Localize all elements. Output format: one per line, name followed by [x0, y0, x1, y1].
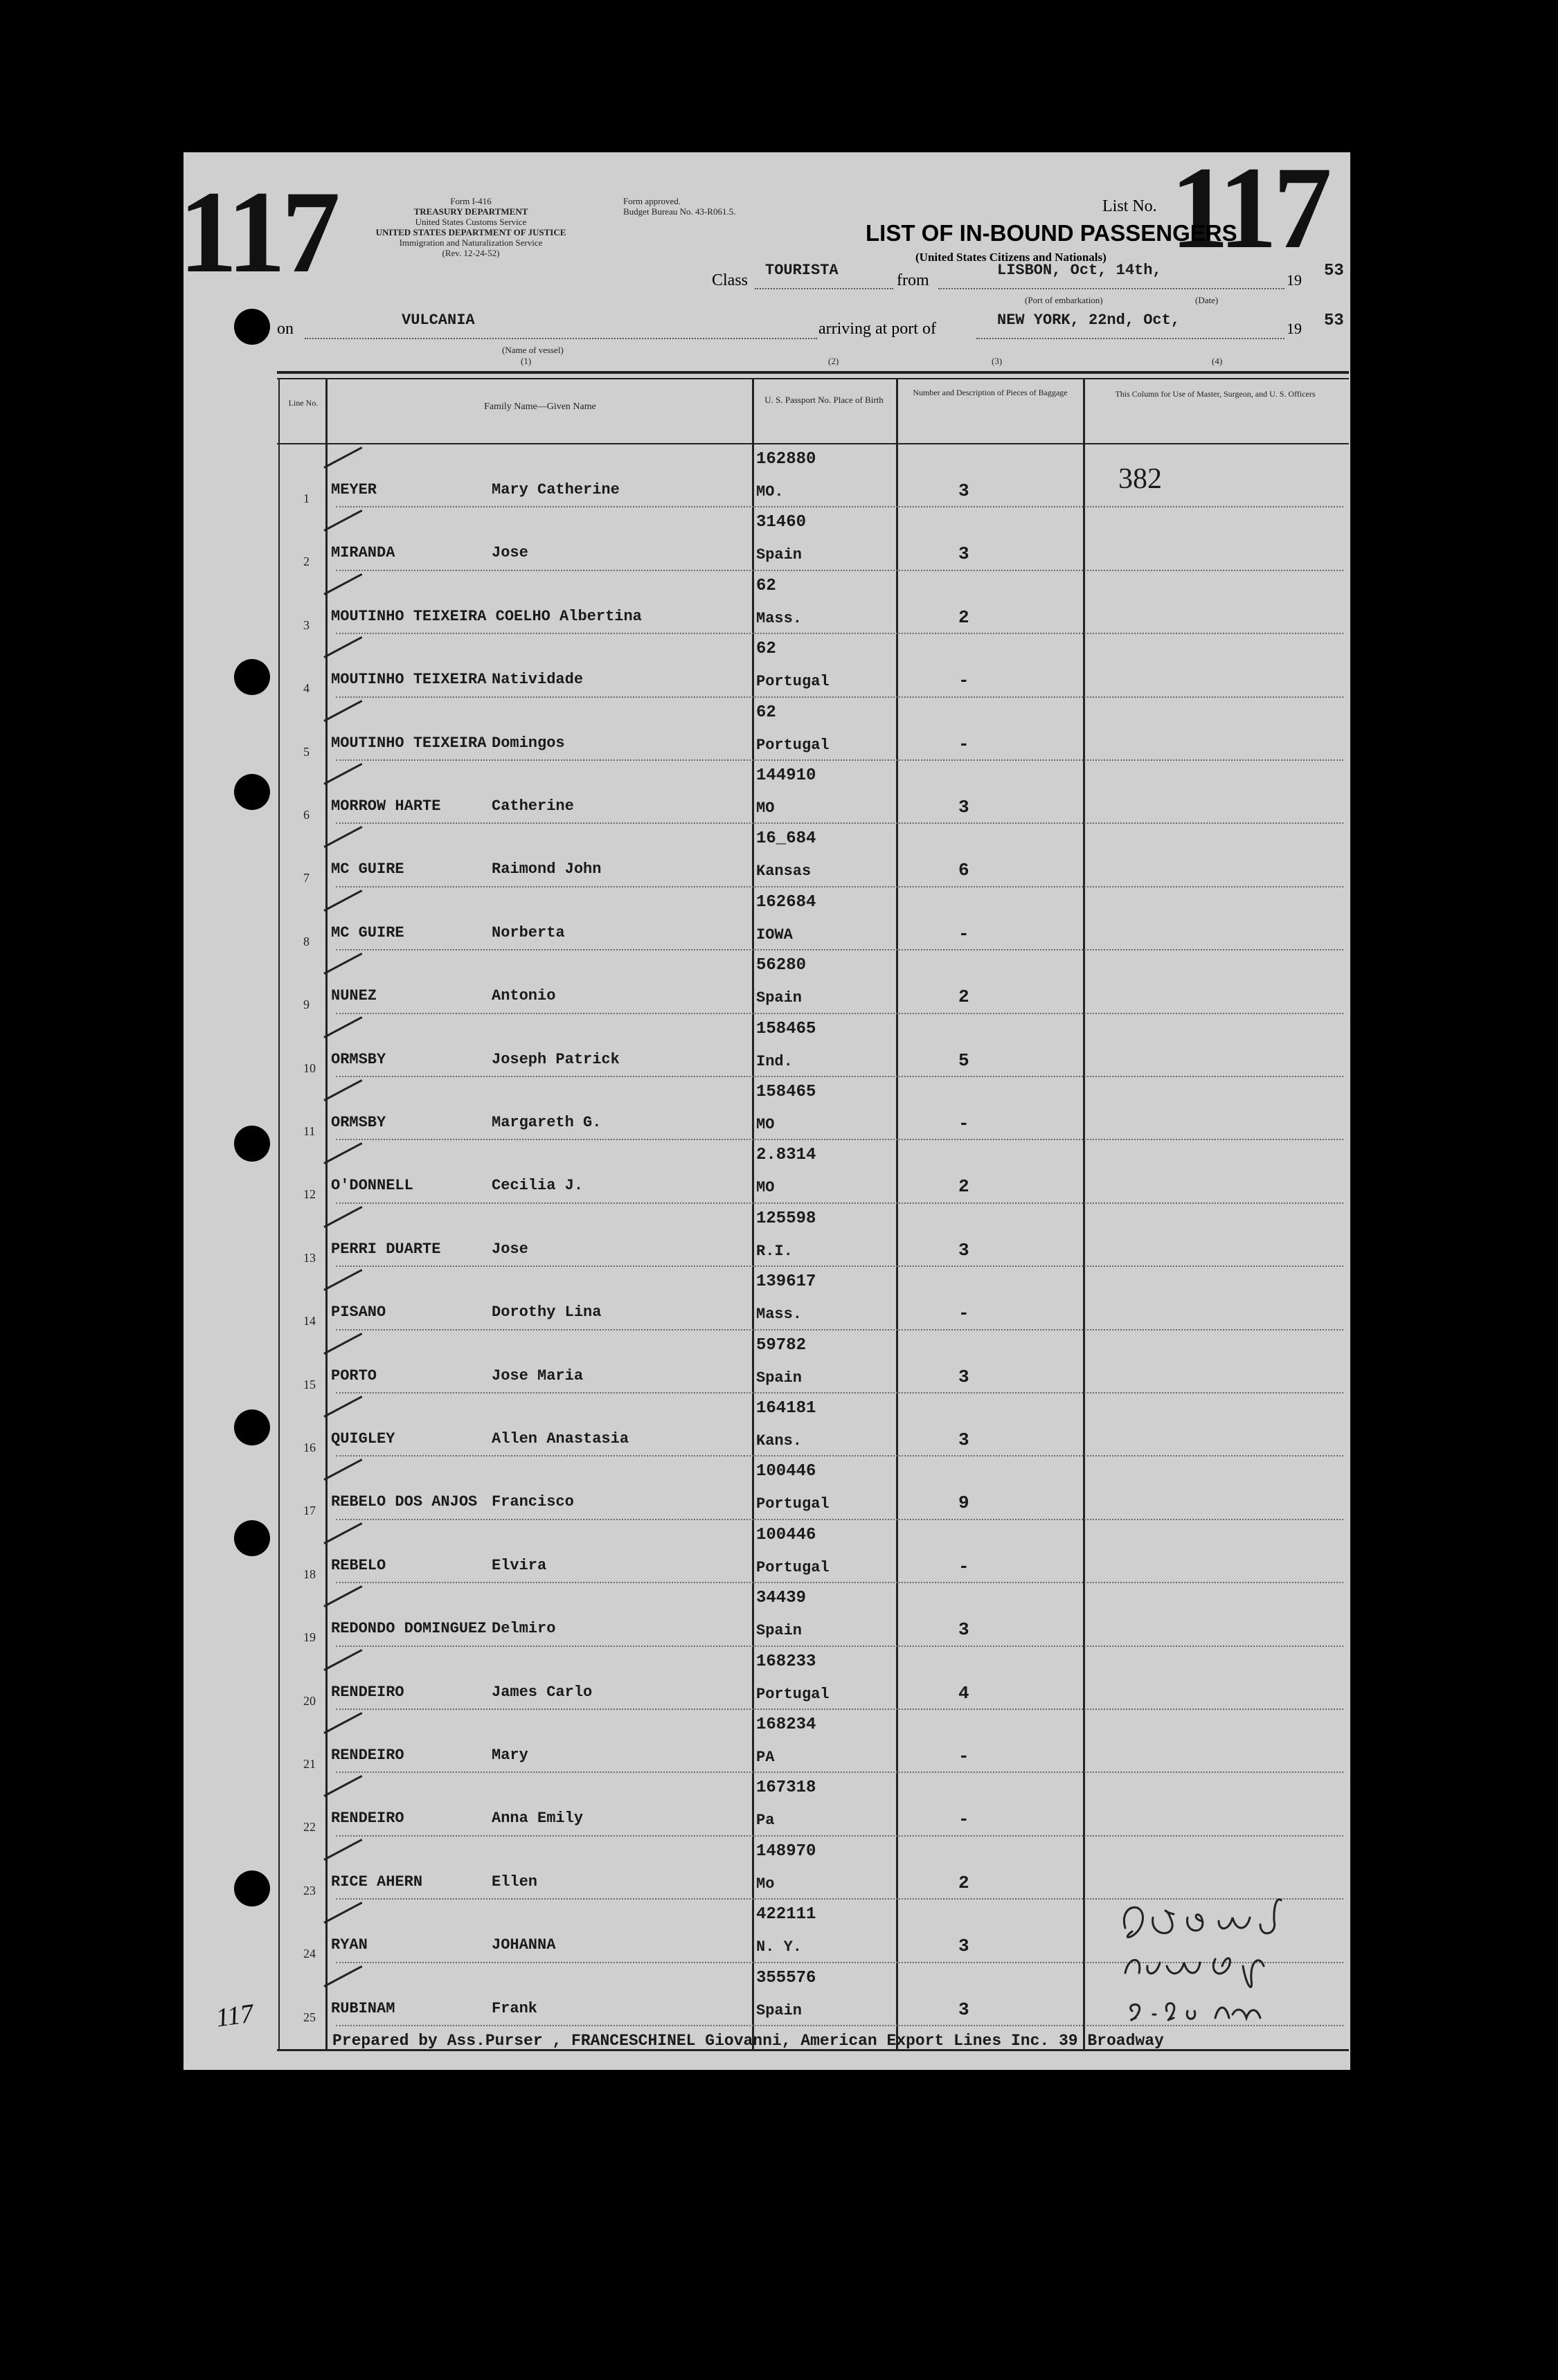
- baggage-count: 3: [958, 543, 969, 565]
- line-number: 15: [303, 1377, 316, 1391]
- column-heading-name: Family Name—Given Name: [484, 402, 596, 412]
- passenger-given-name: James Carlo: [492, 1683, 593, 1701]
- passport-number: 422111: [756, 1905, 816, 1924]
- place-of-birth: R.I.: [756, 1242, 793, 1260]
- passport-number: 62: [756, 703, 776, 722]
- passenger-family-name: PERRI DUARTE: [331, 1240, 441, 1258]
- column-divider: [752, 379, 754, 2049]
- passenger-given-name: Jose: [492, 544, 528, 562]
- place-of-birth: Portugal: [756, 1558, 830, 1576]
- baggage-count: 3: [958, 1430, 969, 1450]
- baggage-count: 2: [958, 986, 969, 1008]
- stamp-number-left: 117: [179, 167, 337, 297]
- passenger-given-name: Domingos: [492, 734, 565, 752]
- passport-number: 16_684: [756, 829, 816, 849]
- line-number: 21: [303, 1757, 316, 1771]
- passenger-given-name: Catherine: [492, 797, 574, 815]
- place-of-birth: Spain: [756, 2001, 803, 2019]
- form-header-block: Form I-416 TREASURY DEPARTMENT United States Customs Service UNITED STATES DEPARTMENT OF JUSTICE Immigration and Naturalization Service (Rev. 12-24-52): [375, 196, 566, 258]
- passenger-given-name: Raimond John: [492, 860, 602, 878]
- year-value: 53: [1324, 262, 1344, 280]
- baggage-count: 9: [958, 1493, 969, 1514]
- place-of-birth: MO: [756, 1116, 775, 1133]
- passport-number: 31460: [756, 513, 807, 532]
- passenger-family-name: QUIGLEY: [331, 1430, 395, 1448]
- line-number: 13: [303, 1250, 316, 1265]
- footer-prepared-by: Prepared by Ass.Purser , FRANCESCHINEL Giovanni, American Export Lines Inc. 39 Broadway: [332, 2032, 1164, 2050]
- passport-number: 59782: [756, 1335, 807, 1355]
- passenger-given-name: Antonio: [492, 987, 556, 1005]
- page-title: LIST OF IN-BOUND PASSENGERS: [866, 220, 1237, 246]
- place-of-birth: Mo: [756, 1875, 775, 1893]
- year-prefix: 19: [1287, 320, 1302, 337]
- baggage-count: -: [958, 1113, 969, 1134]
- passenger-given-name: Elvira: [492, 1556, 547, 1574]
- passenger-family-name: ORMSBY: [331, 1114, 386, 1131]
- line-number: 6: [303, 808, 310, 822]
- baggage-count: 3: [958, 1936, 969, 1957]
- list-no-label: List No.: [1102, 197, 1157, 215]
- place-of-birth: MO: [756, 800, 775, 817]
- passenger-family-name: MC GUIRE: [331, 860, 404, 878]
- line-number: 10: [303, 1061, 316, 1075]
- header-row-rule: [277, 443, 1349, 444]
- baggage-count: 3: [958, 1239, 969, 1261]
- passport-number: 62: [756, 576, 776, 595]
- passport-number: 125598: [756, 1209, 816, 1228]
- arriving-label: arriving at port of: [818, 320, 936, 338]
- binder-hole: [234, 659, 270, 695]
- passenger-family-name: PORTO: [331, 1367, 377, 1385]
- form-approved-block: Form approved. Budget Bureau No. 43-R061.5.: [623, 196, 736, 217]
- passport-number: 167318: [756, 1778, 816, 1798]
- line-number: 14: [303, 1314, 316, 1328]
- place-of-birth: Spain: [756, 1369, 803, 1387]
- passenger-given-name: Joseph Patrick: [492, 1050, 620, 1068]
- passenger-given-name: Mary Catherine: [492, 481, 620, 498]
- passenger-given-name: Allen Anastasia: [492, 1430, 629, 1448]
- column-number: (1): [521, 356, 532, 366]
- officer-note: 382: [1118, 463, 1162, 495]
- passenger-family-name: MOUTINHO TEIXEIRA COELHO Albertina: [331, 607, 642, 625]
- baggage-count: -: [958, 1746, 969, 1767]
- line-number: 20: [303, 1693, 316, 1708]
- binder-hole: [234, 1520, 270, 1556]
- passport-number: 168234: [756, 1715, 816, 1734]
- place-of-birth: Pa: [756, 1812, 775, 1830]
- class-value: TOURISTA: [765, 262, 839, 279]
- passport-number: 139617: [756, 1272, 816, 1292]
- baggage-count: -: [958, 1556, 969, 1577]
- passenger-given-name: JOHANNA: [492, 1936, 556, 1954]
- passport-number: 34439: [756, 1589, 807, 1608]
- line-number: 3: [303, 617, 310, 632]
- year-value: 53: [1324, 312, 1344, 330]
- passenger-family-name: RENDEIRO: [331, 1747, 404, 1764]
- passenger-family-name: NUNEZ: [331, 987, 377, 1005]
- column-heading-officers: This Column for Use of Master, Surgeon, and U. S. Officers: [1115, 389, 1316, 399]
- passenger-family-name: RENDEIRO: [331, 1683, 404, 1701]
- line-number: 2: [303, 555, 310, 569]
- margin-note: 117: [214, 1999, 256, 2033]
- passenger-given-name: Jose: [492, 1240, 528, 1258]
- passport-number: 2.8314: [756, 1146, 816, 1165]
- place-of-birth: N. Y.: [756, 1938, 803, 1956]
- passenger-family-name: MORROW HARTE: [331, 797, 441, 815]
- place-of-birth: Portugal: [756, 1495, 830, 1513]
- passport-number: 164181: [756, 1399, 816, 1418]
- passport-number: 162880: [756, 450, 816, 469]
- passenger-given-name: Natividade: [492, 671, 584, 689]
- line-number: 12: [303, 1187, 316, 1202]
- line-number: 5: [303, 744, 310, 759]
- place-of-birth: Spain: [756, 546, 803, 564]
- passenger-given-name: Mary: [492, 1747, 528, 1764]
- line-number: 11: [303, 1124, 316, 1138]
- binder-hole: [234, 1126, 270, 1162]
- passport-number: 158465: [756, 1083, 816, 1101]
- page-subtitle: (United States Citizens and Nationals): [915, 251, 1107, 264]
- place-of-birth: Kans.: [756, 1432, 803, 1450]
- port-embarkation-caption: (Port of embarkation): [1025, 295, 1103, 305]
- column-heading-line-no: Line No.: [288, 398, 319, 408]
- passenger-family-name: MOUTINHO TEIXEIRA: [331, 671, 487, 689]
- passenger-family-name: ORMSBY: [331, 1050, 386, 1068]
- passenger-given-name: Francisco: [492, 1493, 574, 1511]
- passenger-family-name: REBELO DOS ANJOS: [331, 1493, 478, 1511]
- date-caption: (Date): [1195, 295, 1219, 305]
- line-number: 23: [303, 1883, 316, 1897]
- line-number: 17: [303, 1504, 316, 1518]
- passport-number: 144910: [756, 766, 816, 785]
- place-of-birth: Spain: [756, 1622, 803, 1640]
- arriving-value: NEW YORK, 22nd, Oct,: [997, 312, 1181, 329]
- passenger-given-name: Delmiro: [492, 1620, 556, 1638]
- baggage-count: 6: [958, 860, 969, 881]
- place-of-birth: Portugal: [756, 736, 830, 754]
- passenger-given-name: Jose Maria: [492, 1367, 584, 1385]
- signature-image: [1104, 1890, 1333, 2056]
- baggage-count: 3: [958, 1366, 969, 1387]
- baggage-count: -: [958, 733, 969, 755]
- column-divider: [896, 379, 898, 2049]
- baggage-count: -: [958, 1809, 969, 1830]
- passenger-given-name: Ellen: [492, 1873, 538, 1891]
- line-number: 24: [303, 1947, 316, 1961]
- baggage-count: 3: [958, 797, 969, 818]
- baggage-count: 3: [958, 1619, 969, 1641]
- line-number: 25: [303, 2010, 316, 2024]
- passenger-given-name: Frank: [492, 1999, 538, 2017]
- place-of-birth: IOWA: [756, 926, 793, 944]
- passenger-given-name: Margareth G.: [492, 1114, 602, 1131]
- place-of-birth: Portugal: [756, 673, 830, 691]
- year-prefix: 19: [1287, 271, 1302, 289]
- line-number: 19: [303, 1630, 316, 1645]
- passenger-family-name: RENDEIRO: [331, 1810, 404, 1828]
- place-of-birth: Mass.: [756, 609, 803, 627]
- line-number: 22: [303, 1820, 316, 1834]
- column-divider: [325, 379, 328, 2049]
- baggage-count: 2: [958, 606, 969, 628]
- from-label: from: [897, 271, 929, 289]
- baggage-count: -: [958, 1303, 969, 1324]
- passport-number: 158465: [756, 1019, 816, 1038]
- passport-number: 162684: [756, 892, 816, 912]
- place-of-birth: Ind.: [756, 1052, 793, 1070]
- place-of-birth: MO.: [756, 483, 784, 501]
- column-number: (4): [1212, 356, 1223, 366]
- baggage-count: -: [958, 670, 969, 692]
- vessel-caption: (Name of vessel): [502, 345, 564, 355]
- passenger-family-name: RYAN: [331, 1936, 368, 1954]
- passenger-given-name: Norberta: [492, 923, 565, 941]
- place-of-birth: Spain: [756, 989, 803, 1007]
- passenger-family-name: RICE AHERN: [331, 1873, 423, 1891]
- line-number: 1: [303, 492, 310, 505]
- passenger-family-name: MEYER: [331, 481, 377, 498]
- baggage-count: 3: [958, 480, 969, 501]
- place-of-birth: PA: [756, 1749, 775, 1766]
- binder-hole: [234, 1409, 270, 1445]
- stamp-number-right: 117: [1170, 143, 1328, 273]
- class-label: Class: [712, 271, 749, 289]
- passenger-given-name: Anna Emily: [492, 1810, 584, 1828]
- column-heading-passport: U. S. Passport No. Place of Birth: [764, 395, 884, 405]
- baggage-count: 5: [958, 1049, 969, 1071]
- line-number: 18: [303, 1567, 316, 1581]
- column-heading-baggage: Number and Description of Pieces of Baggage: [913, 388, 1068, 397]
- column-number: (2): [828, 356, 839, 366]
- passenger-family-name: O'DONNELL: [331, 1177, 413, 1195]
- passenger-given-name: Cecilia J.: [492, 1177, 584, 1195]
- passenger-family-name: MIRANDA: [331, 544, 395, 562]
- passport-number: 168233: [756, 1652, 816, 1671]
- passport-number: 100446: [756, 1525, 816, 1544]
- passenger-family-name: MOUTINHO TEIXEIRA: [331, 734, 487, 752]
- line-number: 16: [303, 1441, 316, 1454]
- vessel-name: VULCANIA: [402, 312, 475, 329]
- passenger-family-name: REBELO: [331, 1556, 386, 1574]
- passenger-family-name: REDONDO DOMINGUEZ: [331, 1620, 487, 1638]
- place-of-birth: Kansas: [756, 863, 812, 881]
- baggage-count: 2: [958, 1176, 969, 1198]
- passenger-given-name: Dorothy Lina: [492, 1304, 602, 1322]
- table-top-rule: [277, 371, 1349, 374]
- on-label: on: [277, 320, 294, 338]
- column-divider: [1083, 379, 1085, 2049]
- binder-hole: [234, 309, 270, 345]
- binder-hole: [234, 1870, 270, 1906]
- binder-hole: [234, 774, 270, 810]
- passport-number: 355576: [756, 1968, 816, 1987]
- place-of-birth: MO: [756, 1179, 775, 1197]
- baggage-count: 3: [958, 1999, 969, 2020]
- passenger-family-name: PISANO: [331, 1304, 386, 1322]
- place-of-birth: Mass.: [756, 1306, 803, 1324]
- line-number: 9: [303, 998, 310, 1012]
- passport-number: 62: [756, 640, 776, 659]
- baggage-count: 2: [958, 1872, 969, 1893]
- passenger-family-name: RUBINAM: [331, 1999, 395, 2017]
- baggage-count: 4: [958, 1682, 969, 1704]
- baggage-count: -: [958, 923, 969, 944]
- passport-number: 100446: [756, 1462, 816, 1481]
- passport-number: 148970: [756, 1841, 816, 1861]
- passport-number: 56280: [756, 956, 807, 975]
- column-number: (3): [992, 356, 1003, 366]
- passenger-family-name: MC GUIRE: [331, 923, 404, 941]
- line-number: 4: [303, 681, 310, 696]
- place-of-birth: Portugal: [756, 1685, 830, 1703]
- line-number: 8: [303, 934, 310, 948]
- line-number: 7: [303, 871, 310, 885]
- from-value: LISBON, Oct, 14th,: [997, 262, 1162, 279]
